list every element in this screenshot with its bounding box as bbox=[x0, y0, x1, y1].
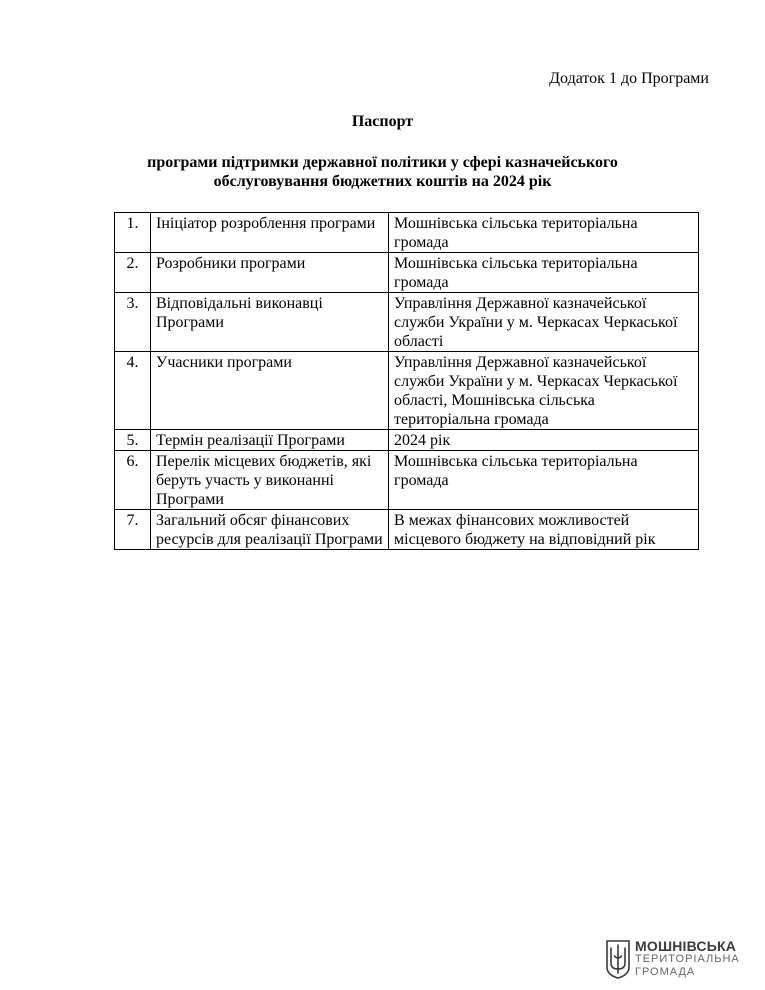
community-logo bbox=[606, 936, 740, 982]
row-name: Розробники програми bbox=[151, 253, 389, 293]
row-number: 4. bbox=[115, 352, 151, 430]
table-row bbox=[115, 510, 699, 550]
row-name: Перелік місцевих бюджетів, які беруть участь у виконанні Програми bbox=[151, 451, 389, 510]
trident-shield-icon bbox=[606, 939, 630, 979]
row-value: Управління Державної казначейської служби України у м. Черкасах Черкаської області bbox=[389, 293, 699, 352]
row-name: Термін реалізації Програми bbox=[151, 430, 389, 451]
row-value: Мошнівська сільська територіальна громада bbox=[389, 213, 699, 253]
table-row bbox=[115, 430, 699, 451]
passport-table bbox=[114, 212, 699, 550]
row-name: Учасники програми bbox=[151, 352, 389, 430]
logo-line-2: ТЕРИТОРІАЛЬНА bbox=[635, 952, 740, 965]
row-value: Мошнівська сільська територіальна громада bbox=[389, 253, 699, 293]
row-value: Мошнівська сільська територіальна громада bbox=[389, 451, 699, 510]
row-number: 3. bbox=[115, 293, 151, 352]
row-name: Ініціатор розроблення програми bbox=[151, 213, 389, 253]
row-name: Відповідальні виконавці Програми bbox=[151, 293, 389, 352]
table-row bbox=[115, 352, 699, 430]
row-name: Загальний обсяг фінансових ресурсів для реалізації Програми bbox=[151, 510, 389, 550]
table-row bbox=[115, 293, 699, 352]
table-row bbox=[115, 213, 699, 253]
page-title: Паспорт bbox=[351, 113, 414, 130]
annex-label: Додаток 1 до Програми bbox=[549, 70, 709, 87]
page-subtitle: програми підтримки державної політики у сфері казначейського обслуговування бюджетних коштів на 2024 рік bbox=[147, 154, 618, 190]
row-number: 1. bbox=[115, 213, 151, 253]
row-value: Управління Державної казначейської служби України у м. Черкасах Черкаської області, Мошнівська сільська територіальна громада bbox=[389, 352, 699, 430]
table-row bbox=[115, 451, 699, 510]
row-number: 2. bbox=[115, 253, 151, 293]
row-number: 6. bbox=[115, 451, 151, 510]
table-row bbox=[115, 253, 699, 293]
row-number: 5. bbox=[115, 430, 151, 451]
logo-line-1: МОШНІВСЬКА bbox=[635, 937, 737, 954]
row-value: В межах фінансових можливостей місцевого бюджету на відповідний рік bbox=[389, 510, 699, 550]
row-value: 2024 рік bbox=[389, 430, 699, 451]
row-number: 7. bbox=[115, 510, 151, 550]
logo-line-3: ГРОМАДА bbox=[635, 965, 696, 978]
